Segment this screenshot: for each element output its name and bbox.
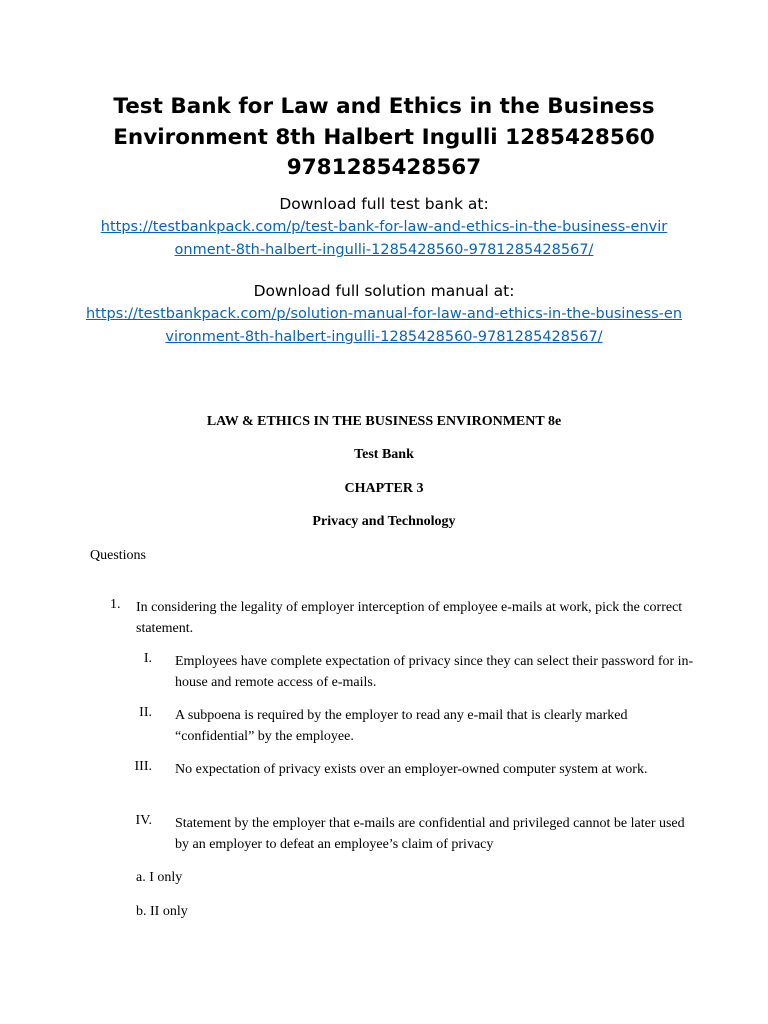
chapter-number: CHAPTER 3 <box>344 481 424 496</box>
statement-numeral: II. <box>139 705 152 720</box>
questions-label: Questions <box>90 548 146 563</box>
test-bank-subheading: Test Bank <box>354 447 414 462</box>
solution-manual-download-label: Download full solution manual at: <box>253 282 515 300</box>
solution-manual-download-link[interactable]: https://testbankpack.com/p/solution-manual-for-law-and-ethics-in-the-business-environment-8th-halbert-ingulli-1285428560-9781285428567/ <box>85 306 683 345</box>
test-bank-download-label: Download full test bank at: <box>279 195 489 213</box>
question-text: In considering the legality of employer interception of employee e-mails at work, pick the correct statement. <box>136 600 683 636</box>
test-bank-download-link[interactable]: https://testbankpack.com/p/test-bank-for-law-and-ethics-in-the-business-environment-8th-halbert-ingulli-1285428560-9781285428567/ <box>100 219 668 258</box>
question-number: 1. <box>110 597 121 612</box>
answer-option: a. I only <box>136 870 183 885</box>
statement-text: A subpoena is required by the employer to read any e-mail that is clearly marked “confidential” by the employee. <box>175 708 628 744</box>
answer-option: b. II only <box>136 904 188 919</box>
book-heading: LAW & ETHICS IN THE BUSINESS ENVIRONMENT 8e <box>206 414 562 429</box>
statement-text: Statement by the employer that e-mails are confidential and privileged cannot be later used by an employer to defeat an employee’s claim of privacy <box>175 816 685 852</box>
statement-text: No expectation of privacy exists over an employer-owned computer system at work. <box>175 762 648 777</box>
statement-numeral: I. <box>143 651 152 666</box>
document-title: Test Bank for Law and Ethics in the Business Environment 8th Halbert Ingulli 1285428560 9781285428567 <box>113 94 655 180</box>
statement-text: Employees have complete expectation of privacy since they can select their password for in-house and remote access of e-mails. <box>175 654 694 690</box>
statement-numeral: III. <box>134 759 152 774</box>
statement-numeral: IV. <box>135 813 152 828</box>
chapter-title: Privacy and Technology <box>312 514 456 529</box>
